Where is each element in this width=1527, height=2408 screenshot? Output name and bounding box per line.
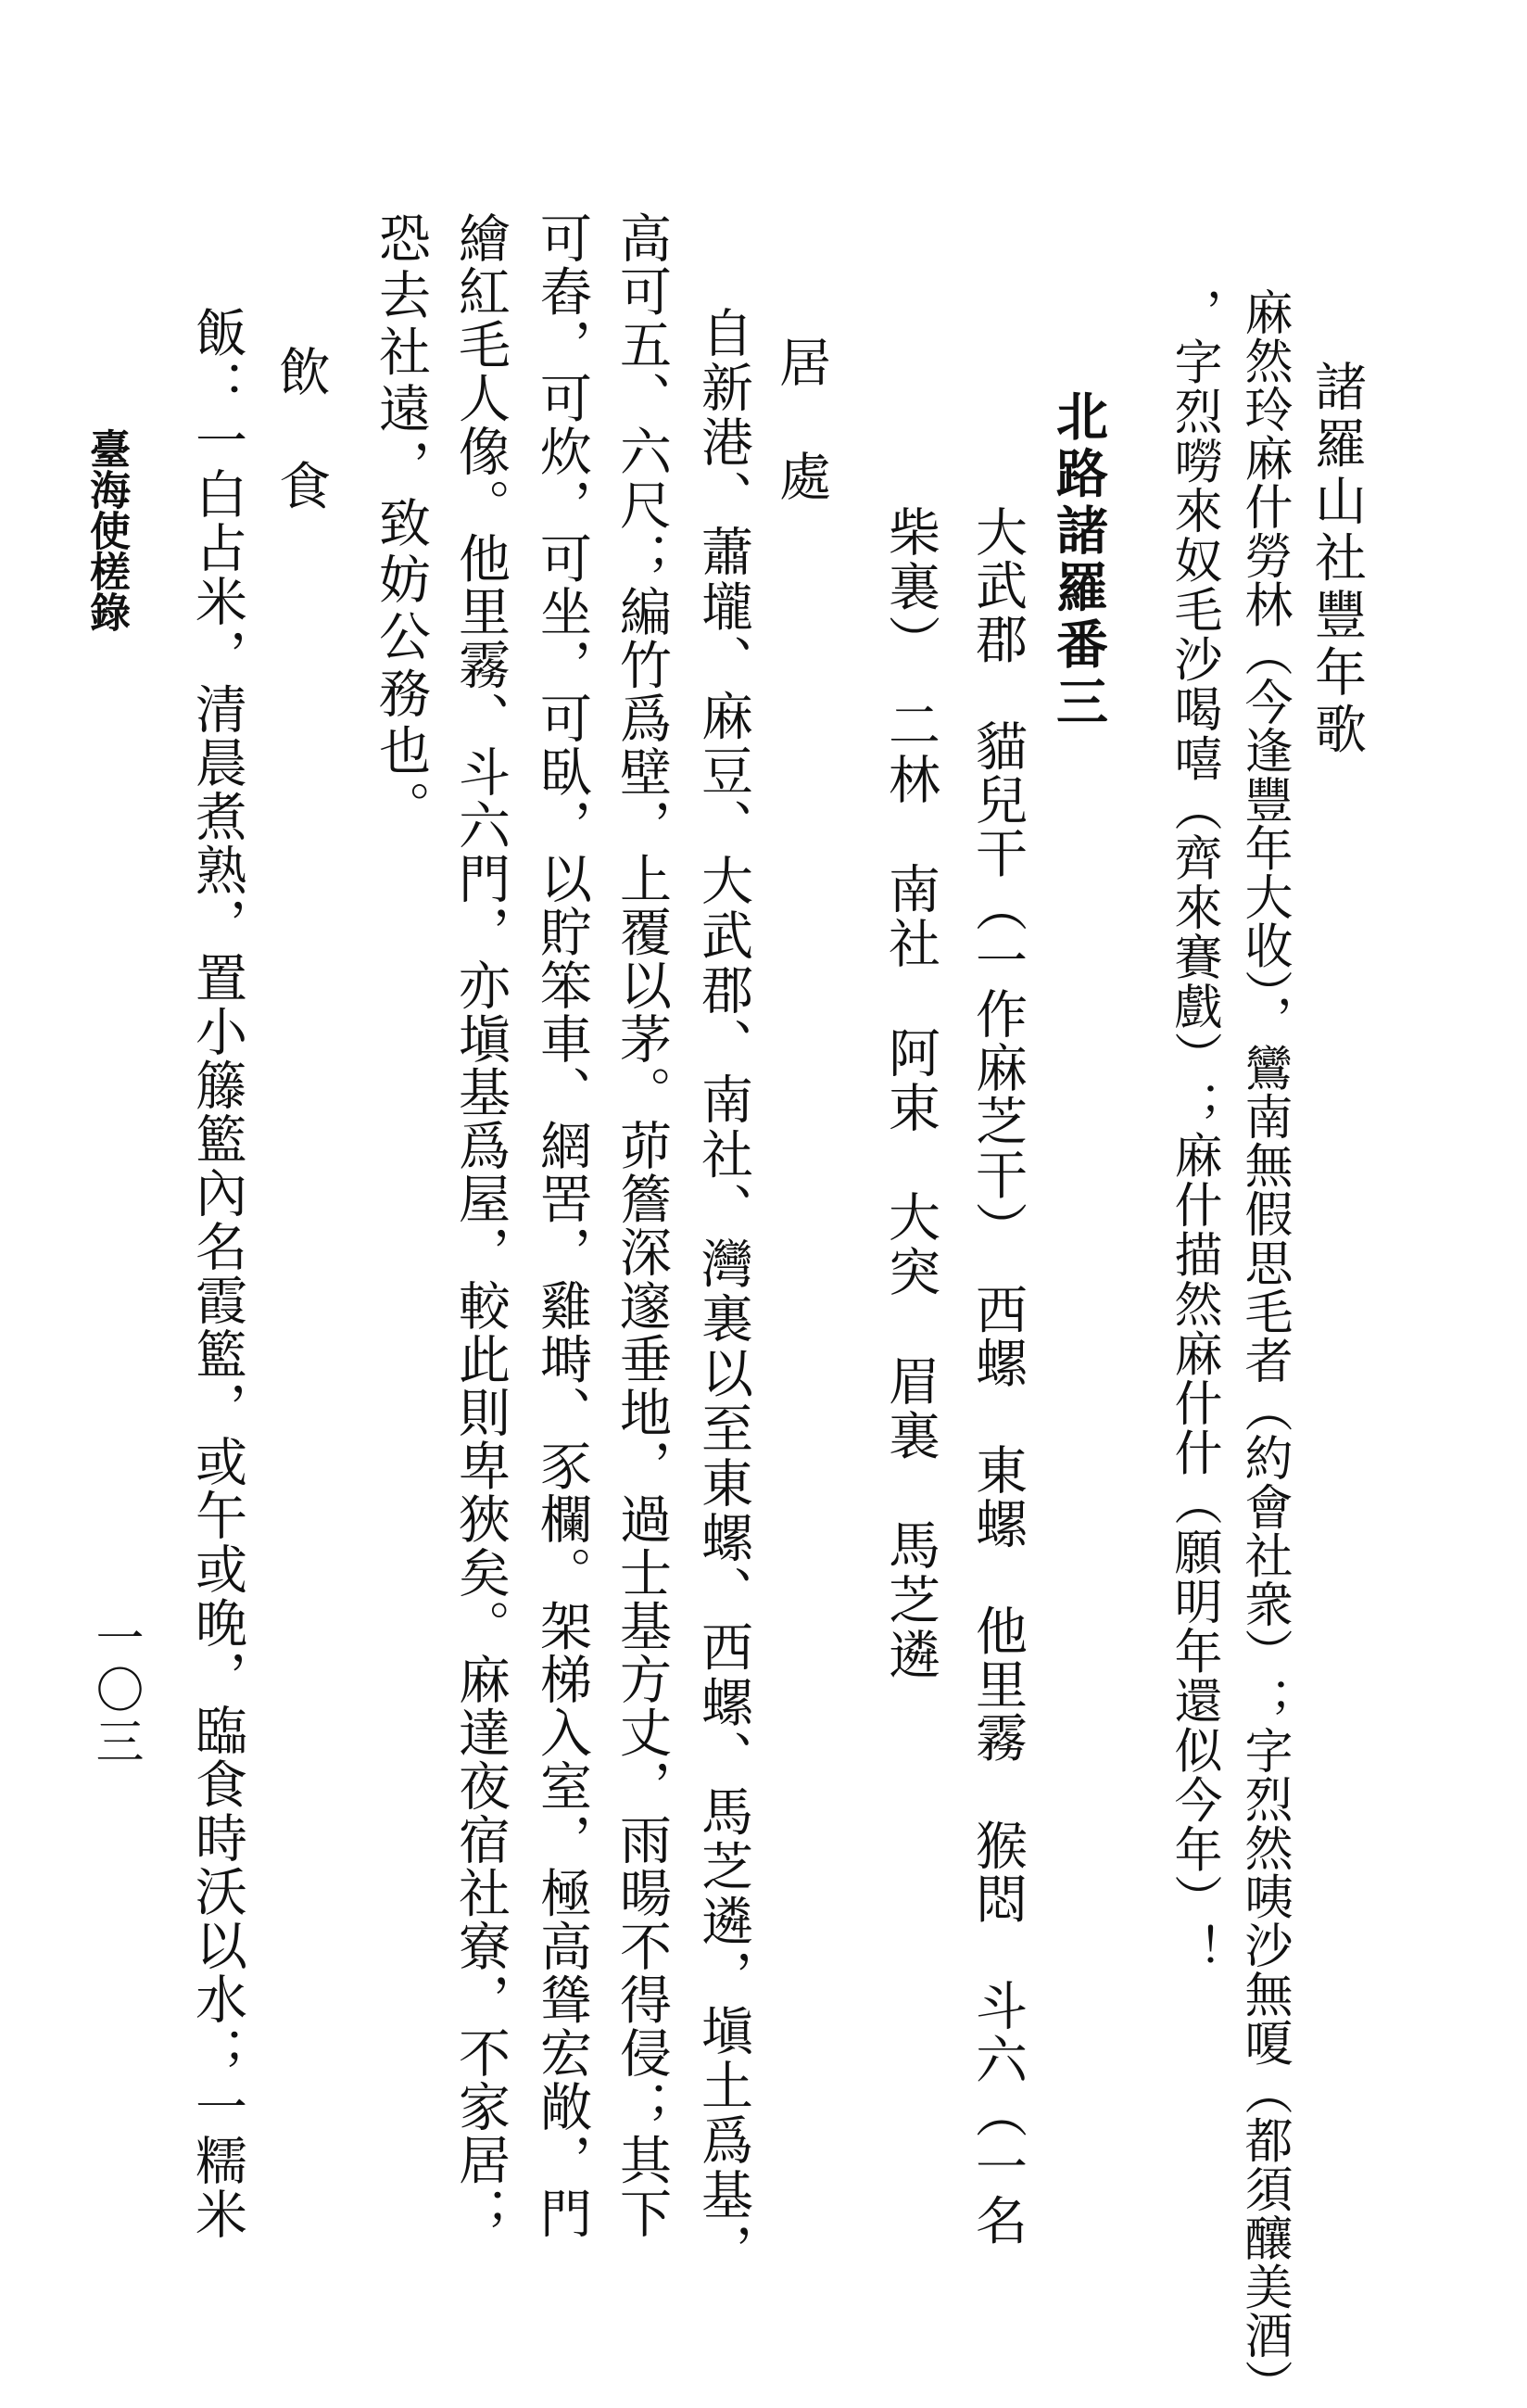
food-para-1: 飯：一白占米，清晨煮熟，置小籐籃內名霞籃，或午或晚，臨食時沃以水；一糯米 (187, 306, 247, 2241)
dwelling-para-2: 高可五、六尺；編竹爲壁，上覆以茅。茆簷深邃垂地，過士基方丈，雨暘不得侵；其下 (612, 211, 672, 2240)
dwelling-para-4: 繪紅毛人像。他里霧、斗六門，亦塡基爲屋，較此則卑狹矣。麻達夜宿社寮，不家居； (450, 211, 511, 2240)
poem-line-2: ，字烈嘮來奴毛沙喝嘻（齊來賽戲）；麻什描然麻什什（願明年還似今年）！ (1166, 287, 1221, 1973)
food-heading: 飲 食 (271, 345, 331, 516)
poem-line-1: 麻然玲麻什勞林（今逢豐年大收），鸞南無假思毛者（約會社衆）；字烈然咦沙無嗄（都須釀美酒） (1236, 287, 1292, 2408)
dwelling-para-1: 自新港、蕭壠、麻豆、大武郡、南社、灣裏以至東螺、西螺、馬芝遴，塡土爲基， (693, 306, 753, 2278)
book-title: 臺海使槎錄 (82, 428, 130, 632)
dwelling-para-3: 可舂，可炊，可坐，可臥，以貯笨車、網罟，雞塒、豕欄。架梯入室，極高聳宏敞，門 (532, 211, 592, 2240)
dwelling-heading: 居 處 (771, 336, 831, 507)
dwelling-para-5: 恐去社遠，致妨公務也。 (371, 211, 431, 838)
page-number: 一〇三 (87, 1613, 143, 1768)
north-list-2: 柴裏） 二林 南社 阿束 大突 眉裏 馬芝遴 (880, 505, 940, 1682)
north-heading: 北路諸羅番三 (1048, 389, 1109, 732)
north-list-1: 大武郡 貓兒干（一作麻芝干） 西螺 東螺 他里霧 猴悶 斗六（一名 (967, 505, 1028, 2248)
poem-title: 諸羅山社豐年歌 (1306, 360, 1367, 760)
